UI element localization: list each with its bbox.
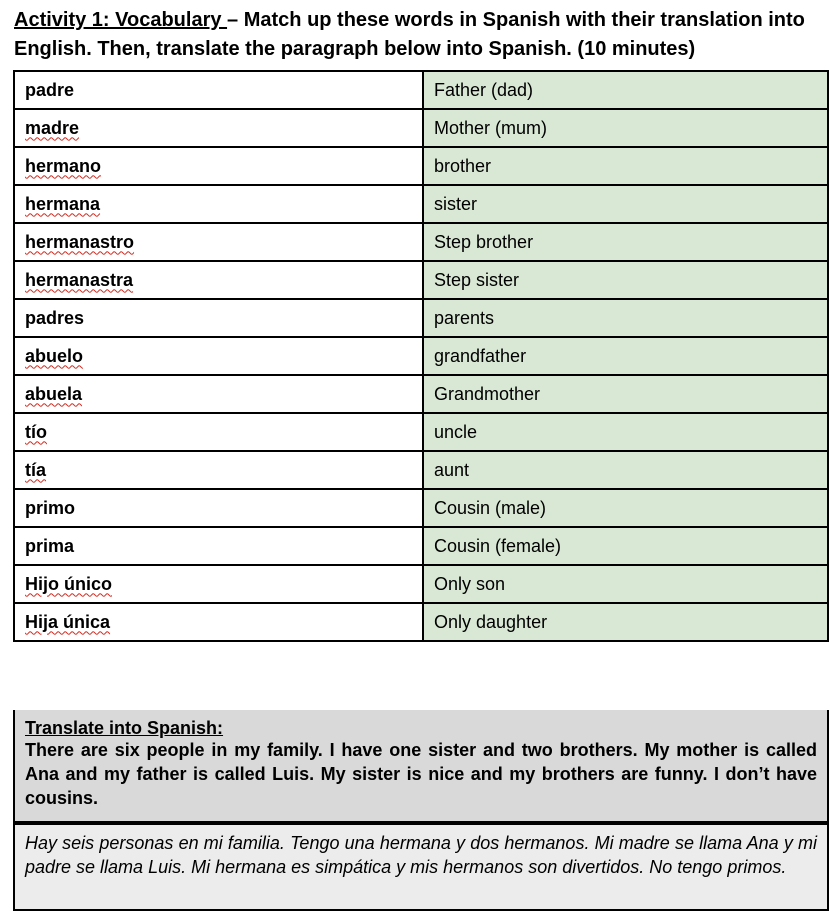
spanish-word: Hijo único	[25, 573, 112, 594]
spanish-word: prima	[25, 535, 75, 556]
english-translation-cell: sister	[423, 185, 828, 223]
spanish-word-cell	[14, 489, 423, 527]
activity-heading	[14, 6, 826, 64]
english-translation-cell: Only daughter	[423, 603, 828, 641]
spanish-word-cell	[14, 261, 423, 299]
spanish-word: abuelo	[25, 345, 84, 366]
spanish-word-cell	[14, 603, 423, 641]
table-row	[14, 603, 828, 641]
activity-instructions: – Match up these words in Spanish with their translation into English. Then, translate the paragraph below into Spanish. (10 minutes)	[14, 9, 805, 60]
spanish-word: hermano	[25, 155, 102, 176]
spanish-word: padres	[25, 307, 85, 328]
spanish-word-cell	[14, 147, 423, 185]
table-row	[14, 261, 828, 299]
vocabulary-table	[13, 70, 829, 642]
english-translation-cell: Father (dad)	[423, 71, 828, 109]
spanish-word-cell	[14, 451, 423, 489]
spanish-word: hermana	[25, 193, 101, 214]
spanish-word-cell	[14, 337, 423, 375]
english-translation-cell: Cousin (female)	[423, 527, 828, 565]
table-row	[14, 299, 828, 337]
english-translation-cell: Cousin (male)	[423, 489, 828, 527]
translate-paragraph: There are six people in my family. I have one sister and two brothers. My mother is called Ana and my father is called Luis. My sister is nice and my brothers are funny. I don’t have cousins.	[25, 740, 817, 808]
table-row	[14, 337, 828, 375]
spanish-word-cell	[14, 527, 423, 565]
table-row	[14, 223, 828, 261]
translate-label: Translate into Spanish:	[25, 718, 224, 738]
spanish-word: tío	[25, 421, 47, 442]
spanish-word: padre	[25, 79, 75, 100]
english-translation-cell: uncle	[423, 413, 828, 451]
spanish-word: hermanastro	[25, 231, 135, 252]
english-translation-cell: Step sister	[423, 261, 828, 299]
table-row	[14, 527, 828, 565]
table-row	[14, 451, 828, 489]
spanish-word-cell	[14, 299, 423, 337]
spanish-word-cell	[14, 375, 423, 413]
english-translation-cell: brother	[423, 147, 828, 185]
english-translation-cell: Only son	[423, 565, 828, 603]
spanish-word-cell	[14, 185, 423, 223]
spanish-word: hermanastra	[25, 269, 134, 290]
table-row	[14, 185, 828, 223]
spanish-word: primo	[25, 497, 76, 518]
spanish-answer-box: Hay seis personas en mi familia. Tengo una hermana y dos hermanos. Mi madre se llama Ana y mi padre se llama Luis. Mi hermana es simpática y mis hermanos son divertidos. No tengo primos.	[13, 823, 829, 911]
table-row	[14, 413, 828, 451]
table-row	[14, 147, 828, 185]
english-translation-cell: aunt	[423, 451, 828, 489]
spanish-word-cell	[14, 565, 423, 603]
table-row	[14, 489, 828, 527]
activity-label: Activity 1: Vocabulary	[14, 9, 228, 31]
english-translation-cell: parents	[423, 299, 828, 337]
english-translation-cell: Mother (mum)	[423, 109, 828, 147]
english-translation-cell: Step brother	[423, 223, 828, 261]
english-translation-cell: Grandmother	[423, 375, 828, 413]
spanish-word-cell	[14, 71, 423, 109]
spanish-word-cell	[14, 109, 423, 147]
spanish-word-cell	[14, 413, 423, 451]
spanish-word: abuela	[25, 383, 83, 404]
spanish-word: tía	[25, 459, 47, 480]
table-row	[14, 565, 828, 603]
table-row	[14, 71, 828, 109]
spanish-word-cell	[14, 223, 423, 261]
english-translation-cell: grandfather	[423, 337, 828, 375]
spanish-word: Hija única	[25, 611, 111, 632]
spanish-word: madre	[25, 117, 80, 138]
table-row	[14, 109, 828, 147]
table-row	[14, 375, 828, 413]
translate-prompt-box	[13, 710, 829, 823]
